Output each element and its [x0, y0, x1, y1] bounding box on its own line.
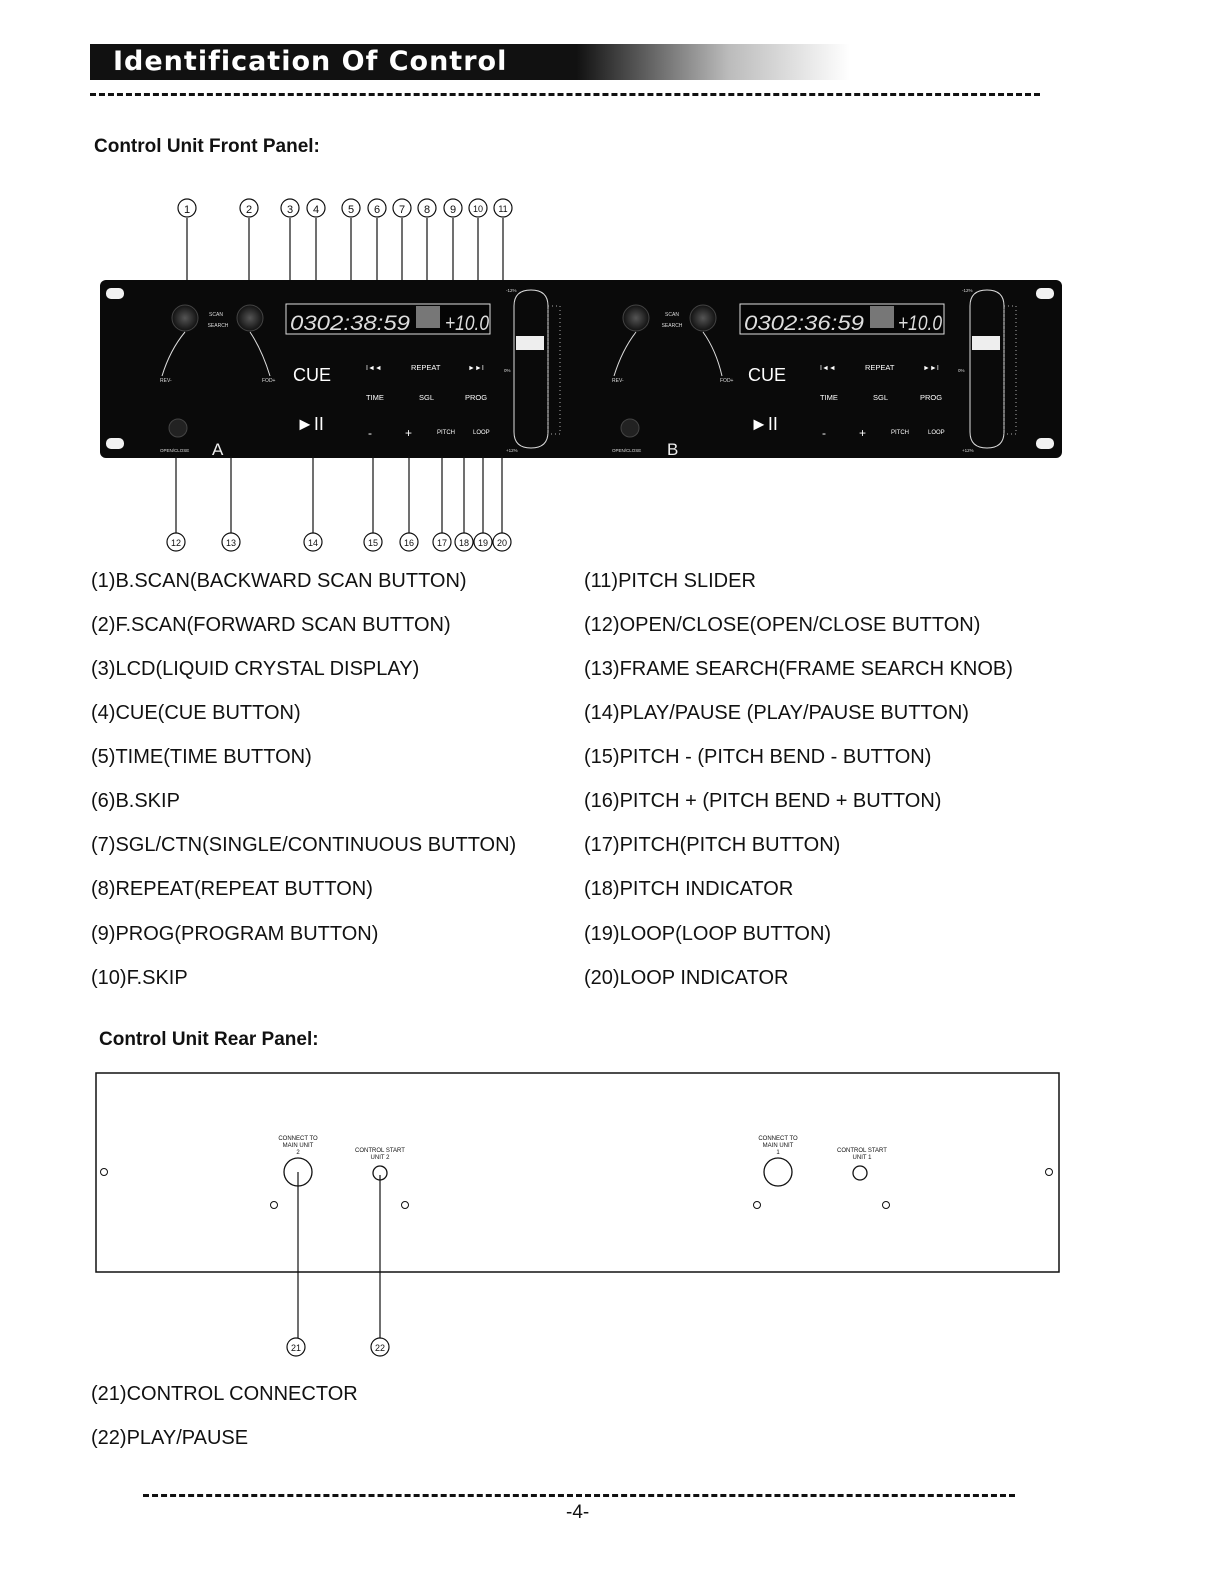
scan-forward-button-b[interactable]: [690, 305, 716, 331]
connect-label-right-3: 1: [776, 1150, 780, 1156]
skip-forward-button-b[interactable]: ►►I: [923, 365, 939, 372]
mount-hole-tl: [106, 288, 124, 299]
callout-2: [240, 199, 258, 280]
legend-item: (11)PITCH SLIDER: [584, 570, 756, 592]
pitch-zero-label-b: 0%: [958, 368, 965, 373]
svg-text:20: 20: [496, 538, 508, 548]
connect-label-right-2: MAIN UNIT: [762, 1143, 794, 1149]
scan-back-button-b[interactable]: [623, 305, 649, 331]
pitch-zero-label-a: 0%: [504, 368, 511, 373]
svg-text:1: 1: [183, 204, 191, 216]
pitch-minus-button-a[interactable]: -: [368, 426, 372, 440]
screw-hole: [1046, 1169, 1053, 1176]
callout-20: [493, 456, 511, 551]
pitch-slider-b[interactable]: [972, 336, 1000, 350]
lcd-segments-b: [870, 306, 894, 328]
svg-text:22: 22: [374, 1343, 386, 1353]
cue-button-a[interactable]: CUE: [293, 365, 332, 385]
repeat-button-b[interactable]: REPEAT: [865, 363, 895, 372]
rear-panel-diagram: [0, 1060, 1225, 1390]
pitch-plus-button-a[interactable]: +: [405, 426, 413, 440]
legend-item: (16)PITCH + (PITCH BEND + BUTTON): [584, 790, 942, 812]
lcd-time-b: 0302:36:59: [744, 312, 865, 335]
svg-text:9: 9: [449, 204, 457, 216]
bottom-callouts: [167, 456, 511, 551]
control-start-jack-1[interactable]: [853, 1166, 867, 1180]
screw-hole: [101, 1169, 108, 1176]
open-close-label-b: OPEN/CLOSE: [612, 448, 642, 453]
prog-button-a[interactable]: PROG: [465, 393, 488, 402]
connect-label-right-1: CONNECT TO: [758, 1136, 798, 1142]
svg-text:7: 7: [398, 204, 406, 216]
pitch-bottom-label-b: +12%: [962, 448, 974, 453]
svg-text:10: 10: [472, 204, 484, 214]
svg-text:15: 15: [367, 538, 379, 548]
lcd-segments-a: [416, 306, 440, 328]
legend-item: (18)PITCH INDICATOR: [584, 878, 794, 900]
legend-item: (20)LOOP INDICATOR: [584, 967, 789, 989]
screw-hole: [883, 1202, 890, 1209]
start-label-left-1: CONTROL START: [355, 1148, 405, 1154]
callout-11: [494, 199, 512, 280]
control-connector-1[interactable]: [764, 1158, 792, 1186]
legend-item: (14)PLAY/PAUSE (PLAY/PAUSE BUTTON): [584, 702, 969, 724]
front-panel-heading: Control Unit Front Panel:: [94, 136, 320, 157]
legend-item: (9)PROG(PROGRAM BUTTON): [91, 923, 379, 945]
svg-text:11: 11: [498, 204, 508, 214]
callout-3: [281, 199, 299, 280]
skip-back-button-b[interactable]: I◄◄: [820, 365, 836, 372]
repeat-button-a[interactable]: REPEAT: [411, 363, 441, 372]
legend-item: (7)SGL/CTN(SINGLE/CONTINUOUS BUTTON): [91, 834, 517, 856]
svg-text:2: 2: [245, 204, 253, 216]
svg-text:5: 5: [347, 204, 355, 216]
sgl-button-b[interactable]: SGL: [873, 393, 889, 402]
svg-text:13: 13: [225, 538, 237, 548]
skip-back-button-a[interactable]: I◄◄: [366, 365, 382, 372]
svg-text:12: 12: [170, 538, 182, 548]
legend-item: (21)CONTROL CONNECTOR: [91, 1383, 358, 1405]
scan-label-b: SCAN: [665, 312, 679, 318]
fod-label-b: FOD+: [720, 378, 734, 384]
open-close-label-a: OPEN/CLOSE: [160, 448, 190, 453]
callout-7: [393, 199, 411, 280]
sgl-button-a[interactable]: SGL: [419, 393, 435, 402]
control-unit-rear: [96, 1073, 1059, 1272]
mount-hole-tr: [1036, 288, 1054, 299]
search-label-a: SEARCH: [207, 323, 229, 329]
footer-rule: [143, 1494, 1015, 1497]
time-button-b[interactable]: TIME: [820, 393, 838, 402]
legend-item: (5)TIME(TIME BUTTON): [91, 746, 312, 768]
pitch-bottom-label-a: +12%: [506, 448, 518, 453]
pitch-top-label-a: -12%: [506, 288, 517, 293]
front-panel-diagram: [0, 190, 1225, 560]
top-callouts: [178, 199, 512, 280]
svg-text:8: 8: [423, 204, 431, 216]
rear-panel-heading: Control Unit Rear Panel:: [99, 1029, 319, 1050]
svg-text:19: 19: [477, 538, 489, 548]
svg-text:21: 21: [290, 1343, 302, 1353]
legend-item: (12)OPEN/CLOSE(OPEN/CLOSE BUTTON): [584, 614, 981, 636]
svg-text:4: 4: [312, 204, 320, 216]
lcd-pitch-b: +10.0: [898, 312, 943, 335]
callout-13: [222, 456, 240, 551]
svg-text:17: 17: [436, 538, 448, 548]
deck-letter-b: B: [667, 440, 679, 459]
legend-item: (2)F.SCAN(FORWARD SCAN BUTTON): [91, 614, 451, 636]
legend-item: (4)CUE(CUE BUTTON): [91, 702, 301, 724]
pitch-plus-button-b[interactable]: +: [859, 426, 867, 440]
scan-back-button-a[interactable]: [172, 305, 198, 331]
callout-6: [368, 199, 386, 280]
cue-button-b[interactable]: CUE: [748, 365, 787, 385]
legend-item: (19)LOOP(LOOP BUTTON): [584, 923, 832, 945]
callout-10: [469, 199, 487, 280]
scan-label-a: SCAN: [209, 312, 223, 318]
pitch-button-b[interactable]: PITCH: [891, 430, 909, 436]
play-pause-button-a[interactable]: ►II: [296, 414, 324, 434]
pitch-button-a[interactable]: PITCH: [437, 430, 455, 436]
legend-item: (10)F.SKIP: [91, 967, 188, 989]
screw-hole: [271, 1202, 278, 1209]
callout-4: [307, 199, 325, 280]
loop-button-a[interactable]: LOOP: [473, 430, 490, 436]
lcd-time-a: 0302:38:59: [290, 312, 411, 335]
play-pause-button-b[interactable]: ►II: [750, 414, 778, 434]
legend-item: (17)PITCH(PITCH BUTTON): [584, 834, 841, 856]
callout-15: [364, 456, 382, 551]
legend-item: (8)REPEAT(REPEAT BUTTON): [91, 878, 373, 900]
legend-item: (15)PITCH - (PITCH BEND - BUTTON): [584, 746, 932, 768]
legend-item: (6)B.SKIP: [91, 790, 180, 812]
callout-5: [342, 199, 360, 280]
callout-1: [178, 199, 196, 280]
lcd-pitch-a: +10.0: [445, 312, 490, 335]
svg-text:16: 16: [403, 538, 415, 548]
header-rule: [90, 93, 1040, 96]
callout-9: [444, 199, 462, 280]
legend-item: (3)LCD(LIQUID CRYSTAL DISPLAY): [91, 658, 420, 680]
callout-8: [418, 199, 436, 280]
pitch-slider-a[interactable]: [516, 336, 544, 350]
svg-text:18: 18: [458, 538, 470, 548]
legend-item: (22)PLAY/PAUSE: [91, 1427, 249, 1449]
start-label-right-1: CONTROL START: [837, 1148, 887, 1154]
pitch-top-label-b: -12%: [962, 288, 973, 293]
legend-item: (1)B.SCAN(BACKWARD SCAN BUTTON): [91, 570, 467, 592]
search-label-b: SEARCH: [661, 323, 683, 329]
open-close-button-a[interactable]: [169, 419, 187, 437]
svg-text:6: 6: [373, 204, 381, 216]
svg-text:14: 14: [307, 538, 319, 548]
screw-hole: [754, 1202, 761, 1209]
mount-hole-bl: [106, 438, 124, 449]
start-label-left-2: UNIT 2: [370, 1155, 390, 1161]
page-title: Identification Of Control: [113, 46, 508, 77]
pitch-minus-button-b[interactable]: -: [822, 426, 826, 440]
fod-label-a: FOD+: [262, 378, 276, 384]
scan-forward-button-a[interactable]: [237, 305, 263, 331]
loop-button-b[interactable]: LOOP: [928, 430, 945, 436]
connect-label-left-2: MAIN UNIT: [282, 1143, 314, 1149]
rev-label-b: REV-: [612, 378, 624, 384]
callout-19: [474, 456, 492, 551]
rev-label-a: REV-: [160, 378, 172, 384]
callout-16: [400, 456, 418, 551]
legend-item: (13)FRAME SEARCH(FRAME SEARCH KNOB): [584, 658, 1013, 680]
page-number: -4-: [566, 1502, 590, 1523]
callout-18: [455, 456, 473, 551]
deck-letter-a: A: [212, 440, 224, 459]
skip-forward-button-a[interactable]: ►►I: [468, 365, 484, 372]
callout-14: [304, 456, 322, 551]
connect-label-left-3: 2: [296, 1150, 300, 1156]
callout-12: [167, 456, 185, 551]
mount-hole-br: [1036, 438, 1054, 449]
svg-text:3: 3: [286, 204, 294, 216]
time-button-a[interactable]: TIME: [366, 393, 384, 402]
open-close-button-b[interactable]: [621, 419, 639, 437]
callout-17: [433, 456, 451, 551]
prog-button-b[interactable]: PROG: [920, 393, 943, 402]
screw-hole: [402, 1202, 409, 1209]
connect-label-left-1: CONNECT TO: [278, 1136, 318, 1142]
start-label-right-2: UNIT 1: [852, 1155, 872, 1161]
